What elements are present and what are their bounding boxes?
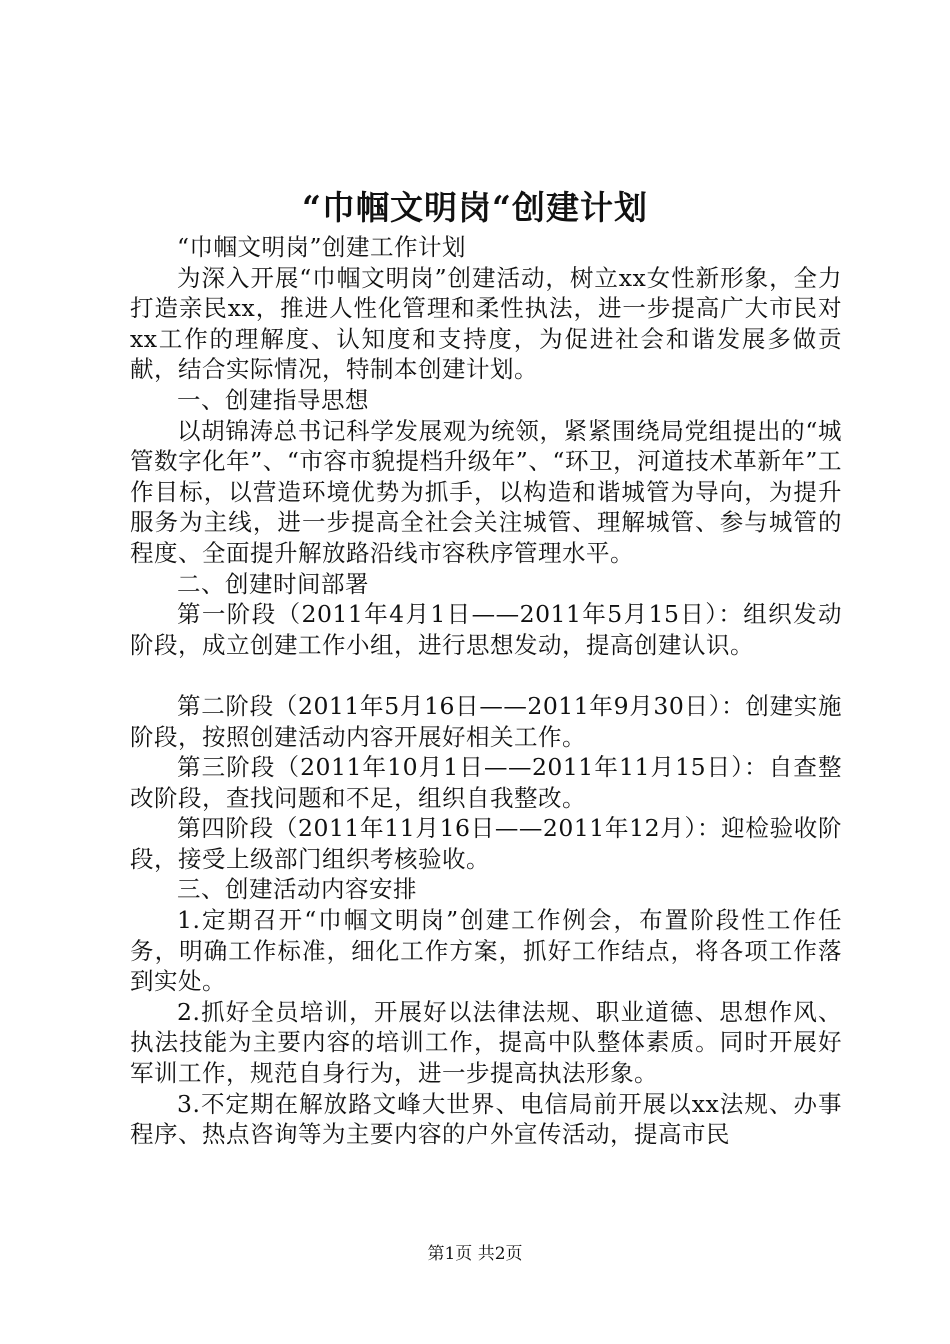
paragraph-item-2: 2.抓好全员培训，开展好以法律法规、职业道德、思想作风、执法技能为主要内容的培训工作，提高中队整体素质。同时开展好军训工作，规范自身行为，进一步提高执法形象。	[130, 997, 842, 1088]
section-heading-2: 二、创建时间部署	[177, 569, 369, 598]
paragraph-stage-2: 第二阶段（2011年5月16日——2011年9月30日）：创建实施阶段，按照创建活动内容开展好相关工作。	[130, 691, 842, 751]
paragraph-stage-1: 第一阶段（2011年4月1日——2011年5月15日）：组织发动阶段，成立创建工作小组，进行思想发动，提高创建认识。	[130, 600, 842, 659]
document-title: “巾帼文明岗“创建计划	[302, 188, 648, 227]
paragraph-item-1: 1.定期召开“巾帼文明岗”创建工作例会，布置阶段性工作任务，明确工作标准，细化工作方案，抓好工作结点，将各项工作落到实处。	[130, 906, 842, 996]
paragraph-stage-3: 第三阶段（2011年10月1日——2011年11月15日）：自查整改阶段，查找问题和不足，组织自我整改。	[130, 753, 842, 812]
blank-line	[130, 660, 842, 691]
document-body	[130, 232, 842, 1150]
paragraph-subtitle: “巾帼文明岗”创建工作计划	[177, 233, 467, 261]
paragraph-stage-4: 第四阶段（2011年11月16日——2011年12月）：迎检验收阶段，接受上级部门组织考核验收。	[130, 814, 842, 873]
section-heading-1: 一、创建指导思想	[177, 385, 369, 414]
paragraph-intro: 为深入开展“巾帼文明岗”创建活动，树立xx女性新形象，全力打造亲民xx，推进人性化管理和柔性执法，进一步提高广大市民对xx工作的理解度、认知度和支持度，为促进社会和谐发展多做贡献，结合实际情况，特制本创建计划。	[130, 263, 842, 384]
section-heading-3: 三、创建活动内容安排	[177, 875, 417, 904]
paragraph-item-3: 3.不定期在解放路文峰大世界、电信局前开展以xx法规、办事程序、热点咨询等为主要内容的户外宣传活动，提高市民	[130, 1089, 842, 1149]
page-footer: 第1页 共2页	[427, 1244, 523, 1264]
paragraph-guiding-thought: 以胡锦涛总书记科学发展观为统领，紧紧围绕局党组提出的“城管数字化年”、“市容市貌提档升级年”、“环卫，河道技术革新年”工作目标，以营造环境优势为抓手，以构造和谐城管为导向，为提升服务为主线，进一步提高全社会关注城管、理解城管、参与城管的程度、全面提升解放路沿线市容秩序管理水平。	[130, 416, 842, 567]
